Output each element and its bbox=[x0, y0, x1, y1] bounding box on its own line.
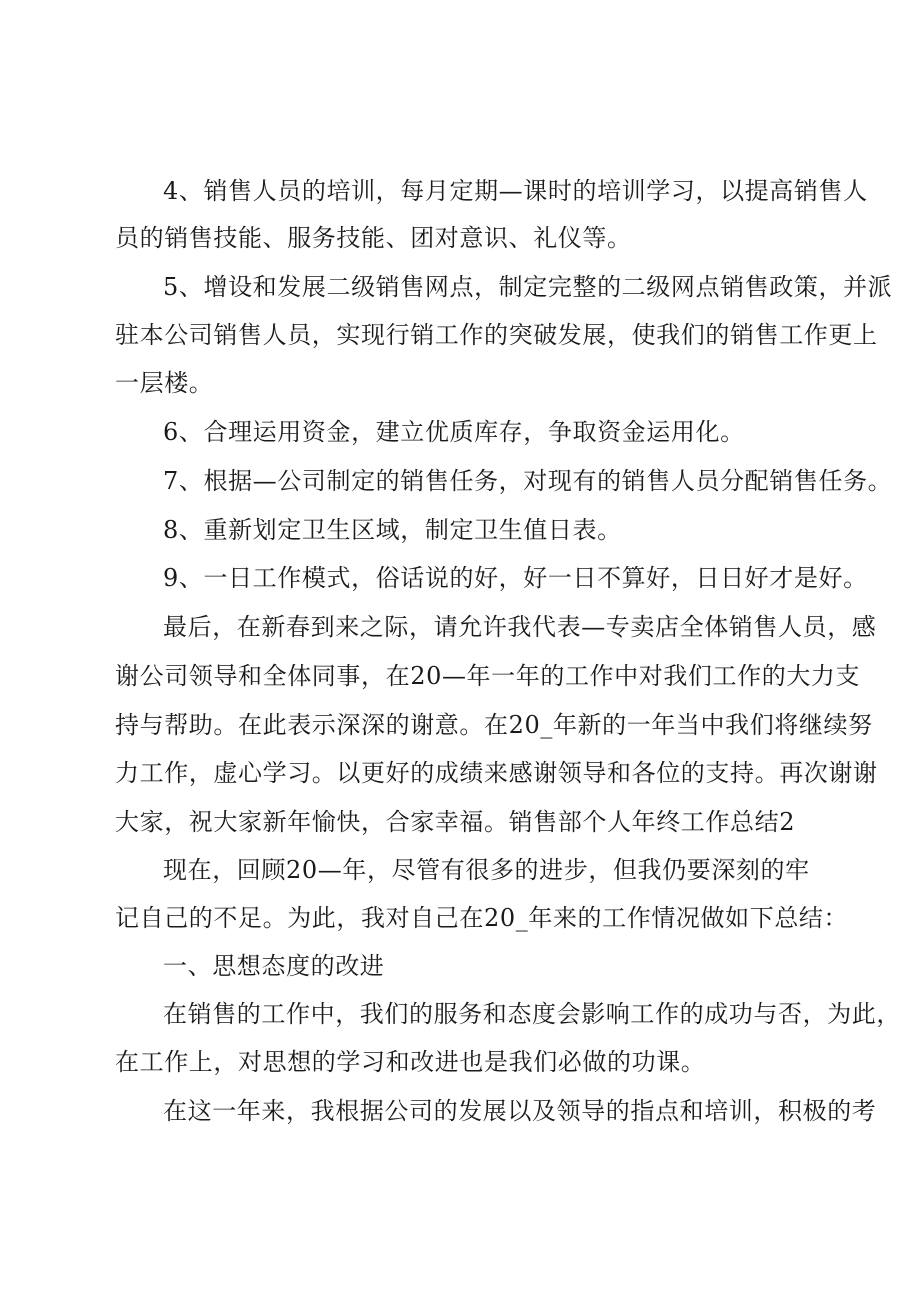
text-line: 员的销售技能、服务技能、团对意识、礼仪等。 bbox=[115, 224, 632, 252]
text-line: 7、根据—公司制定的销售任务，对现有的销售人员分配销售任务。 bbox=[163, 467, 893, 495]
text-line: 谢公司领导和全体同事，在20—年一年的工作中对我们工作的大力支 bbox=[115, 662, 861, 690]
text-line: 现在，回顾20—年，尽管有很多的进步，但我仍要深刻的牢 bbox=[163, 856, 810, 884]
text-line: 力工作，虚心学习。以更好的成绩来感谢领导和各位的支持。再次谢谢 bbox=[115, 759, 878, 787]
text-line: 在工作上，对思想的学习和改进也是我们必做的功课。 bbox=[115, 1048, 706, 1076]
text-line: 在这一年来，我根据公司的发展以及领导的指点和培训，积极的考 bbox=[163, 1097, 877, 1125]
text-line: 5、增设和发展二级销售网点，制定完整的二级网点销售政策，并派 bbox=[163, 273, 893, 301]
text-line: 最后，在新春到来之际，请允许我代表—专卖店全体销售人员，感 bbox=[163, 613, 877, 641]
text-line: 大家，祝大家新年愉快，合家幸福。销售部个人年终工作总结2 bbox=[115, 808, 796, 836]
text-line: 6、合理运用资金，建立优质库存，争取资金运用化。 bbox=[163, 418, 745, 446]
section-heading: 一、思想态度的改进 bbox=[163, 952, 385, 980]
text-line: 在销售的工作中，我们的服务和态度会影响工作的成功与否，为此， bbox=[163, 1000, 901, 1028]
text-line: 一层楼。 bbox=[115, 369, 214, 397]
text-line: 持与帮助。在此表示深深的谢意。在20_年新的一年当中我们将继续努 bbox=[115, 711, 873, 739]
text-line: 4、销售人员的培训，每月定期—课时的培训学习，以提高销售人 bbox=[163, 177, 868, 205]
text-line: 驻本公司销售人员，实现行销工作的突破发展，使我们的销售工作更上 bbox=[115, 321, 878, 349]
text-line: 9、一日工作模式，俗话说的好，好一日不算好，日日好才是好。 bbox=[163, 564, 868, 592]
text-line: 8、重新划定卫生区域，制定卫生值日表。 bbox=[163, 516, 622, 544]
text-line: 记自己的不足。为此，我对自己在20_年来的工作情况做如下总结： bbox=[115, 904, 849, 932]
